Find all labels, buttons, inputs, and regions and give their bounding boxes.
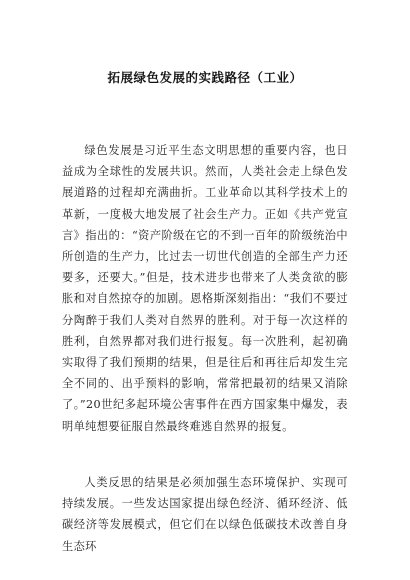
paragraph-1: 绿色发展是习近平生态文明思想的重要内容，也日益成为全球性的发展共识。然而，人类社会走上绿色发展道路的过程却充满曲折。工业革命以其科学技术上的革新，一度极大地发展了社会生产力。正如《共产党宣言》指出的：“资产阶级在它的不到一百年的阶级统治中所创造的生产力，比过去一切世代创造的全部生产力还要多，还要大。”但是，技术进步也带来了人类贪欲的膨胀和对自然掠夺的加剧。恩格斯深刻指出：“我们不要过分陶醉于我们人类对自然界的胜利。对于每一次这样的胜利，自然界都对我们进行报复。每一次胜利，起初确实取得了我们预期的结果，但是往后和再往后却发生完全不同的、出乎预料的影响，常常把最初的结果又消除了。”20世纪多起环境公害事件在西方国家集中爆发，表明单纯想要征服自然最终难逃自然界的报复。	[62, 144, 348, 433]
document-title: 拓展绿色发展的实践路径（工业）	[107, 70, 303, 85]
paragraph-2: 人类反思的结果是必须加强生态环境保护、实现可持续发展。一些发达国家提出绿色经济、循环经济、低碳经济等发展模式，但它们在以绿色低碳技术改善自身生态环	[62, 476, 348, 553]
